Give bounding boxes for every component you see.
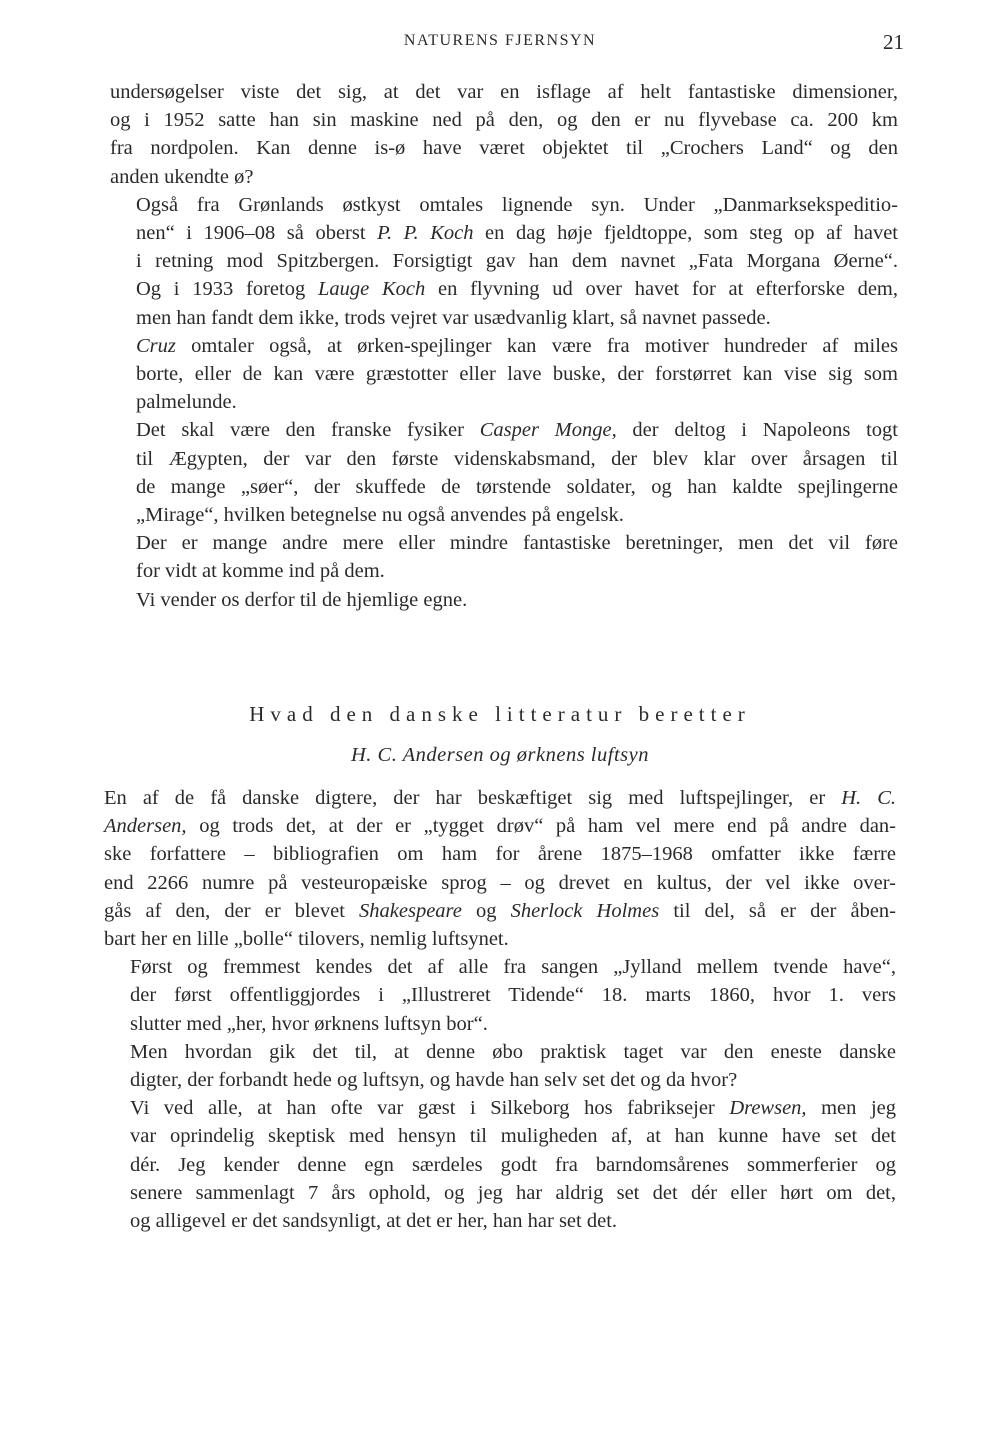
text-line: „Mirage“, hvilken betegnelse nu også anvendes på engelsk.: [136, 504, 624, 527]
person-name: H. C.: [841, 787, 896, 809]
person-name: Cruz: [136, 334, 176, 357]
paragraph-other-accounts: [110, 529, 898, 585]
text-line: der først offentliggjordes i „Illustreret Tidende“ 18. marts 1860, hvor 1. vers: [130, 984, 896, 1007]
text-line: En af de få danske digtere, der har beskæftiget sig med luftspejlinger, er H. C.: [104, 787, 896, 809]
paragraph-monge: [110, 416, 898, 529]
text-line: Også fra Grønlands østkyst omtales lignende syn. Under „Danmarksekspeditio-: [136, 193, 898, 216]
running-header: [0, 30, 1000, 56]
text-line: Først og fremmest kendes det af alle fra sangen „Jylland mellem tvende have“,: [130, 956, 896, 979]
text-line: Cruz omtaler også, at ørken-spejlinger kan være fra motiver hundreder af miles: [136, 334, 898, 357]
text-line: og i 1952 satte han sin maskine ned på den, og den er nu flyvebase ca. 200 km: [110, 109, 898, 132]
paragraph-greenland: [110, 191, 898, 332]
text-line: end 2266 numre på vesteuropæiske sprog – og drevet en kultus, der vel ikke over-: [104, 871, 896, 894]
text-line: men han fandt dem ikke, trods vejret var usædvanlig klart, så navnet passede.: [136, 306, 771, 329]
text-line: dér. Jeg kender denne egn særdeles godt fra barndomsårenes sommerferier og: [130, 1153, 896, 1176]
person-name: Andersen,: [104, 815, 187, 838]
text-line: bart her en lille „bolle“ tilovers, nemlig luftsynet.: [104, 928, 509, 951]
paragraph-andersen-intro: [104, 784, 896, 953]
section-subheading: H. C. Andersen og ørknens luftsyn: [351, 744, 649, 766]
text-line: Og i 1933 foretog Lauge Koch en flyvning ud over havet for at efterforske dem,: [136, 278, 899, 301]
text-line: var oprindelig skeptisk med hensyn til muligheden af, at han kunne have set det: [130, 1125, 896, 1148]
body-text-part-1: [110, 78, 898, 614]
text-line: i retning mod Spitzbergen. Forsigtigt gav han dem navnet „Fata Morgana Øerne“.: [136, 250, 898, 273]
text-line: anden ukendte ø?: [110, 165, 254, 188]
text-line: senere sammenlagt 7 års ophold, og jeg har aldrig set det dér eller hørt om det,: [130, 1181, 896, 1204]
person-name: Casper Monge,: [479, 419, 617, 442]
text-line: gås af den, der er blevet Shakespeare og Sherlock Holmes til del, så er der åben-: [104, 899, 896, 922]
text-line: slutter med „her, hvor ørknens luftsyn bor“.: [130, 1012, 488, 1035]
paragraph-continued: [110, 78, 898, 191]
text-line: for vidt at komme ind på dem.: [136, 560, 385, 583]
text-line: undersøgelser viste det sig, at det var en isflage af helt fantastiske dimensioner,: [110, 81, 898, 103]
paragraph-cruz: [110, 332, 898, 417]
work-title: Sherlock Holmes: [510, 899, 660, 922]
person-name: Drewsen,: [729, 1097, 807, 1120]
body-text-part-2: [104, 784, 896, 1235]
text-line: Der er mange andre mere eller mindre fantastiske beretninger, men det vil føre: [136, 532, 898, 555]
text-line: palmelunde.: [136, 391, 237, 414]
text-line: digter, der forbandt hede og luftsyn, og havde han selv set det og da hvor?: [130, 1069, 738, 1092]
text-line: Vi vender os derfor til de hjemlige egne.: [136, 588, 468, 611]
paragraph-question: [104, 1038, 896, 1094]
text-line: fra nordpolen. Kan denne is-ø have været objektet til „Crochers Land“ og den: [110, 137, 898, 160]
paragraph-silkeborg: [104, 1094, 896, 1235]
person-name: P. P. Koch: [377, 222, 474, 245]
section-heading: Hvad den danske litteratur beretter: [249, 702, 751, 726]
text-line: nen“ i 1906–08 så oberst P. P. Koch en dag høje fjeldtoppe, som steg op af havet: [136, 222, 898, 245]
text-line: Andersen, og trods det, at der er „tygget drøv“ på ham vel mere end på andre dan-: [104, 815, 896, 838]
work-title: Shakespeare: [359, 899, 462, 922]
text-line: Det skal være den franske fysiker Casper Monge, der deltog i Napoleons togt: [136, 419, 899, 442]
text-line: de mange „søer“, der skuffede de tørstende soldater, og han kaldte spejlingerne: [136, 475, 898, 498]
paragraph-jylland-song: [104, 953, 896, 1038]
text-line: til Ægypten, der var den første videnskabsmand, der blev klar over årsagen til: [136, 447, 898, 470]
text-line: ske forfattere – bibliografien om ham for årene 1875–1968 omfatter ikke færre: [104, 843, 896, 866]
running-title: NATURENS FJERNSYN: [403, 32, 597, 49]
text-line: Men hvordan gik det til, at denne øbo praktisk taget var den eneste danske: [130, 1040, 896, 1063]
person-name: Lauge Koch: [317, 278, 426, 301]
text-line: Vi ved alle, at han ofte var gæst i Silkeborg hos fabriksejer Drewsen, men jeg: [130, 1097, 896, 1120]
paragraph-transition: [110, 586, 898, 614]
text-line: borte, eller de kan være græstotter eller lave buske, der forstørret kan vise sig som: [136, 363, 898, 386]
text-line: og alligevel er det sandsynligt, at det er her, han har set det.: [130, 1210, 618, 1233]
page-number: 21: [883, 30, 904, 54]
